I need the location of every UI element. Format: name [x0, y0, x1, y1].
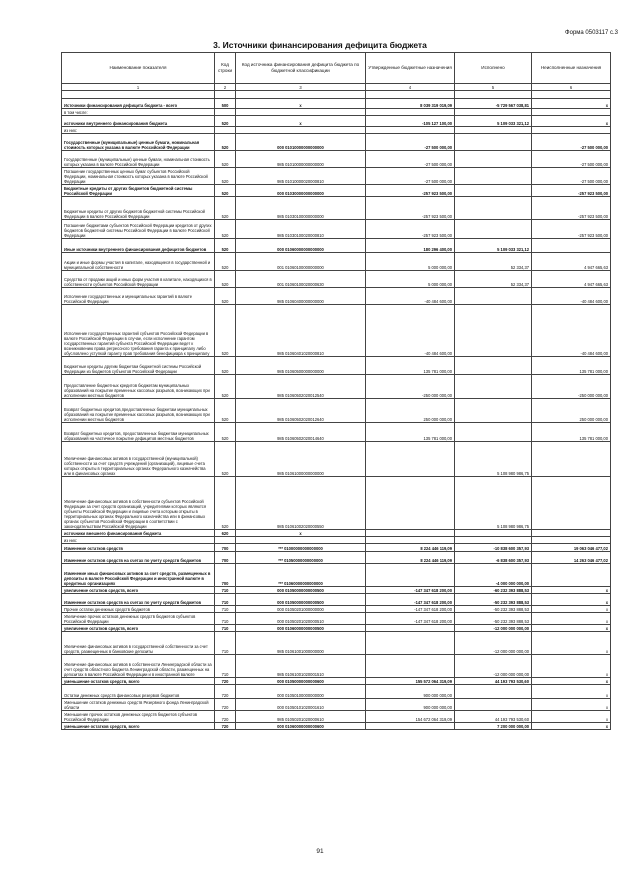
row-source-code: 985 01050201020000610: [236, 711, 366, 723]
row-code: 710: [215, 587, 236, 594]
row-code: 520: [215, 305, 236, 357]
row-name: Увеличение прочих остатков денежных средств бюджетов субъектов Российской Федерации: [62, 613, 215, 625]
row-executed: -50 232 393 888,53: [455, 613, 532, 625]
row-approved: -147 347 618 200,00: [366, 606, 455, 613]
row-unexecuted: -257 923 500,00: [532, 220, 611, 239]
row-executed: [455, 375, 532, 399]
row-name: Бюджетные кредиты другим бюджетам бюджетной системы Российской Федерации из бюджетов субъектов Российской Федерации: [62, 357, 215, 375]
row-code: 520: [215, 288, 236, 305]
row-executed: [455, 685, 532, 699]
row-executed: -50 232 393 888,53: [455, 594, 532, 606]
row-unexecuted: 19 063 046 477,02: [532, 544, 611, 552]
row-approved: -250 000 000,00: [366, 375, 455, 399]
sources-table: [61, 52, 611, 730]
row-name: Бюджетные кредиты от других бюджетов бюджетной системы Российской Федерации: [62, 185, 215, 197]
row-source-code: 985 01010000000000000: [236, 151, 366, 168]
table-row: [62, 239, 611, 253]
row-source-code: 985 01061001020001510: [236, 655, 366, 678]
row-approved: [366, 632, 455, 655]
row-unexecuted: -40 484 600,00: [532, 288, 611, 305]
row-source-code: х: [236, 530, 366, 537]
row-approved: -40 484 600,00: [366, 288, 455, 305]
row-approved: 180 296 400,00: [366, 239, 455, 253]
row-name: Уменьшение остатков денежных средств Резервного фонда Ленинградской области: [62, 699, 215, 711]
row-approved: [366, 564, 455, 587]
row-source-code: 000 01060000000000500: [236, 625, 366, 632]
column-number: 1: [62, 84, 215, 91]
row-code: 700: [215, 544, 236, 552]
row-unexecuted: х: [532, 594, 611, 606]
row-approved: -27 500 000,00: [366, 168, 455, 185]
table-row: [62, 564, 611, 587]
row-unexecuted: -40 484 600,00: [532, 305, 611, 357]
row-approved: -147 347 618 200,00: [366, 594, 455, 606]
row-name: уменьшение остатков средств, всего: [62, 678, 215, 685]
row-code: 520: [215, 357, 236, 375]
column-header: Неисполненные назначения: [532, 53, 611, 84]
row-name: уменьшение остатков средств, всего: [62, 723, 215, 730]
row-unexecuted: х: [532, 606, 611, 613]
row-name: Увеличение финансовых активов в государственной собственности за счет средств, размещенных в банковские депозиты: [62, 632, 215, 655]
row-approved: 8 224 446 119,09: [366, 544, 455, 552]
row-source-code: 985 01061000000000000: [236, 442, 366, 477]
table-row: [62, 530, 611, 537]
table-row: [62, 271, 611, 288]
row-name: Изменение остатков средств: [62, 544, 215, 552]
row-unexecuted: -257 923 500,00: [532, 197, 611, 220]
row-unexecuted: -27 500 000,00: [532, 151, 611, 168]
row-unexecuted: х: [532, 723, 611, 730]
row-code: 710: [215, 655, 236, 678]
row-executed: 5 109 033 321,12: [455, 239, 532, 253]
row-code: 710: [215, 613, 236, 625]
row-name: Исполнение государственных гарантий субъектов Российской Федерации в валюте Российской Федерации в случае, если исполнение гарантом государственных гарантий субъекта Российской Федерации ведет к возникновению права регрессного требования гаранта к принципалу либо обусловлено уступкой гаранту прав требования бенефициара к принципалу: [62, 305, 215, 357]
column-number: 3: [236, 84, 366, 91]
row-code: 520: [215, 151, 236, 168]
row-source-code: х: [236, 116, 366, 127]
row-code: 520: [215, 116, 236, 127]
row-unexecuted: х: [532, 685, 611, 699]
row-unexecuted: х: [532, 625, 611, 632]
table-row: [62, 253, 611, 271]
table-row: [62, 116, 611, 127]
table-row: [62, 678, 611, 685]
row-executed: [455, 305, 532, 357]
row-unexecuted: х: [532, 699, 611, 711]
row-executed: -12 000 000 000,00: [455, 655, 532, 678]
table-row: [62, 711, 611, 723]
column-number: 5: [455, 84, 532, 91]
row-source-code: 985 01061001000000000: [236, 632, 366, 655]
table-row: [62, 544, 611, 552]
row-approved: 5 000 000,00: [366, 253, 455, 271]
table-row: [62, 606, 611, 613]
row-approved: -257 923 500,00: [366, 185, 455, 197]
row-code: 710: [215, 632, 236, 655]
row-unexecuted: х: [532, 711, 611, 723]
row-unexecuted: 135 781 000,00: [532, 423, 611, 442]
row-source-code: 000 01060000000000600: [236, 723, 366, 730]
row-name: Государственные (муниципальные) ценные бумаги, номинальная стоимость которых указана в валюте Российской Федерации: [62, 151, 215, 168]
row-executed: 44 193 793 530,60: [455, 678, 532, 685]
row-executed: [455, 220, 532, 239]
row-approved: -147 347 618 200,00: [366, 587, 455, 594]
row-executed: [455, 134, 532, 151]
row-unexecuted: 135 781 000,00: [532, 357, 611, 375]
row-executed: [455, 530, 532, 537]
row-unexecuted: [532, 239, 611, 253]
row-unexecuted: -257 923 500,00: [532, 185, 611, 197]
table-row: [62, 613, 611, 625]
row-source-code: 985 01060502020012540: [236, 375, 366, 399]
row-name: Предоставление бюджетных кредитов бюджетам муниципальных образований на покрытие временных кассовых разрывов, возникающих при исполнении местных бюджетов: [62, 375, 215, 399]
spacer-row: [62, 91, 611, 99]
row-code: 710: [215, 594, 236, 606]
row-unexecuted: 250 000 000,00: [532, 399, 611, 423]
row-name: Прочие остатки денежных средств бюджетов: [62, 606, 215, 613]
row-source-code: [236, 127, 366, 134]
row-executed: [455, 185, 532, 197]
row-source-code: 000 01050000000000500: [236, 587, 366, 594]
row-approved: [366, 530, 455, 537]
row-code: [215, 537, 236, 544]
row-source-code: 985 01030100000000000: [236, 197, 366, 220]
row-unexecuted: 4 947 665,63: [532, 253, 611, 271]
table-row: [62, 685, 611, 699]
table-row: [62, 594, 611, 606]
row-unexecuted: [532, 127, 611, 134]
row-approved: 900 000 000,00: [366, 699, 455, 711]
table-row: [62, 587, 611, 594]
column-header: Исполнено: [455, 53, 532, 84]
row-approved: 250 000 000,00: [366, 399, 455, 423]
row-unexecuted: х: [532, 613, 611, 625]
row-name: Погашение бюджетами субъектов Российской Федерации кредитов от других бюджетов бюджетной системы Российской Федерации в валюте Российской Федерации: [62, 220, 215, 239]
row-name: Погашение государственных ценных бумаг субъектов Российской Федерации, номинальная стоимость которых указана в валюте Российской Федерации: [62, 168, 215, 185]
table-row: [62, 109, 611, 116]
column-number: 6: [532, 84, 611, 91]
row-source-code: 001 01060100020000630: [236, 271, 366, 288]
row-code: 520: [215, 168, 236, 185]
row-source-code: 985 01061002020000550: [236, 477, 366, 530]
table-row: [62, 399, 611, 423]
row-name: Увеличение финансовых активов в государственной (муниципальной) собственности за счет средств учреждений (организаций), лицевые счета которых открыты в территориальных органах Федерального казначейства или в финансовых органах: [62, 442, 215, 477]
row-source-code: 000 01060000000000000: [236, 239, 366, 253]
row-source-code: *** 01050000000000000: [236, 552, 366, 564]
row-name: Бюджетные кредиты от других бюджетов бюджетной системы Российской Федерации в валюте Российской Федерации: [62, 197, 215, 220]
row-code: 520: [215, 197, 236, 220]
table-row: [62, 357, 611, 375]
row-name: Акции и иные формы участия в капитале, находящиеся в государственной и муниципальной собственности: [62, 253, 215, 271]
table-body: [62, 99, 611, 730]
row-name: Изменение остатков средств на счетах по учету средств бюджетов: [62, 594, 215, 606]
row-executed: 52 334,37: [455, 253, 532, 271]
row-executed: 5 109 033 321,12: [455, 116, 532, 127]
row-source-code: 000 01010000000000000: [236, 134, 366, 151]
row-approved: -40 484 600,00: [366, 305, 455, 357]
row-code: 520: [215, 134, 236, 151]
row-approved: [366, 442, 455, 477]
table-row: [62, 305, 611, 357]
row-unexecuted: -250 000 000,00: [532, 375, 611, 399]
row-executed: 44 193 793 530,60: [455, 711, 532, 723]
row-approved: [366, 655, 455, 678]
row-source-code: 000 01050201000000000: [236, 606, 366, 613]
row-approved: [366, 127, 455, 134]
row-source-code: 000 01050101020001610: [236, 699, 366, 711]
table-row: [62, 552, 611, 564]
row-approved: -105 127 100,00: [366, 116, 455, 127]
row-executed: 5 108 980 986,75: [455, 477, 532, 530]
row-approved: 135 781 000,00: [366, 357, 455, 375]
row-executed: [455, 168, 532, 185]
row-executed: 5 108 980 986,75: [455, 442, 532, 477]
row-code: [215, 109, 236, 116]
row-name: Изменение иных финансовых активов за счет средств, размещенных в депозиты в валюте Российской Федерации и иностранной валюте в кредитных организациях: [62, 564, 215, 587]
row-code: 720: [215, 723, 236, 730]
form-code: Форма 0503117 с.3: [565, 30, 618, 36]
table-row: [62, 168, 611, 185]
row-executed: 52 334,37: [455, 271, 532, 288]
row-source-code: 985 01010000020000810: [236, 168, 366, 185]
row-name: увеличение остатков средств, всего: [62, 625, 215, 632]
row-executed: [455, 537, 532, 544]
row-source-code: 000 01050100000000000: [236, 685, 366, 699]
row-unexecuted: [532, 564, 611, 587]
row-name: Увеличение финансовых активов в собственности Ленинградской области за счет средств областного бюджета Ленинградской области, размещенных на депозитах в валюте Российской Федерации и в иностранной валюте: [62, 655, 215, 678]
row-approved: [366, 477, 455, 530]
row-unexecuted: 4 947 665,63: [532, 271, 611, 288]
row-unexecuted: х: [532, 655, 611, 678]
row-code: 700: [215, 552, 236, 564]
column-header: Код строки: [215, 53, 236, 84]
table-row: [62, 699, 611, 711]
row-code: 520: [215, 375, 236, 399]
row-code: 520: [215, 220, 236, 239]
row-executed: [455, 357, 532, 375]
table-row: [62, 655, 611, 678]
row-name: Средства от продажи акций и иных форм участия в капитале, находящихся в собственности субъектов Российской Федерации: [62, 271, 215, 288]
row-name: Источники финансирования дефицита бюджета - всего: [62, 99, 215, 109]
column-number-row: [62, 84, 611, 91]
row-approved: 135 781 000,00: [366, 423, 455, 442]
row-executed: -12 000 000 000,00: [455, 625, 532, 632]
row-source-code: *** 01000000000000000: [236, 544, 366, 552]
row-approved: -147 347 618 200,00: [366, 613, 455, 625]
column-header: Наименование показателя: [62, 53, 215, 84]
row-approved: 8 224 446 119,09: [366, 552, 455, 564]
table-row: [62, 134, 611, 151]
row-unexecuted: х: [532, 99, 611, 109]
row-executed: [455, 288, 532, 305]
row-unexecuted: [532, 530, 611, 537]
row-name: из них:: [62, 537, 215, 544]
row-name: Остатки денежных средств финансовых резервов бюджетов: [62, 685, 215, 699]
row-approved: 5 000 000,00: [366, 271, 455, 288]
row-unexecuted: [532, 537, 611, 544]
row-executed: -10 838 600 357,93: [455, 544, 532, 552]
row-source-code: 985 01060400000000000: [236, 288, 366, 305]
row-approved: 155 572 064 319,09: [366, 678, 455, 685]
table-row: [62, 151, 611, 168]
row-code: [215, 127, 236, 134]
table-row: [62, 625, 611, 632]
table-row: [62, 442, 611, 477]
column-header: Код источника финансирования дефицита бюджета по бюджетной классификации: [236, 53, 366, 84]
row-code: 520: [215, 185, 236, 197]
page-title: 3. Источники финансирования дефицита бюджета: [213, 40, 427, 50]
row-approved: [366, 625, 455, 632]
row-unexecuted: -27 500 000,00: [532, 168, 611, 185]
row-executed: [455, 109, 532, 116]
row-source-code: х: [236, 99, 366, 109]
row-name: источники внешнего финансирования бюджета: [62, 530, 215, 537]
page-number: 91: [316, 848, 324, 855]
row-source-code: *** 01060000000000000: [236, 564, 366, 587]
row-source-code: 000 01050201020000510: [236, 613, 366, 625]
table-header-row: [62, 53, 611, 84]
table-row: [62, 477, 611, 530]
row-unexecuted: х: [532, 632, 611, 655]
row-name: Исполнение государственных и муниципальных гарантий в валюте Российской Федерации: [62, 288, 215, 305]
row-unexecuted: 14 263 046 477,02: [532, 552, 611, 564]
row-executed: [455, 127, 532, 134]
table-row: [62, 537, 611, 544]
row-code: 520: [215, 477, 236, 530]
row-executed: [455, 699, 532, 711]
table-row: [62, 632, 611, 655]
table-row: [62, 375, 611, 399]
row-name: из них:: [62, 127, 215, 134]
row-unexecuted: [532, 477, 611, 530]
row-unexecuted: х: [532, 587, 611, 594]
row-name: Возврат бюджетных кредитов, предоставленных бюджетам муниципальных образований на частичное покрытие дефицитов местных бюджетов: [62, 423, 215, 442]
row-executed: [455, 399, 532, 423]
row-name: Государственные (муниципальные) ценные бумаги, номинальная стоимость которых указана в валюте Российской Федерации: [62, 134, 215, 151]
row-source-code: 985 01060502020012640: [236, 399, 366, 423]
table-row: [62, 423, 611, 442]
row-code: 520: [215, 399, 236, 423]
row-name: в том числе:: [62, 109, 215, 116]
table-row: [62, 220, 611, 239]
table-row: [62, 99, 611, 109]
row-code: 710: [215, 625, 236, 632]
row-code: 520: [215, 239, 236, 253]
row-approved: -27 500 000,00: [366, 134, 455, 151]
row-executed: -60 232 393 888,53: [455, 587, 532, 594]
row-approved: -257 923 500,00: [366, 220, 455, 239]
row-approved: 900 000 000,00: [366, 685, 455, 699]
row-executed: -5 729 567 038,81: [455, 99, 532, 109]
row-executed: -4 000 000 000,00: [455, 564, 532, 587]
row-unexecuted: х: [532, 116, 611, 127]
row-source-code: 985 01060500000000000: [236, 357, 366, 375]
row-approved: 8 039 319 019,09: [366, 99, 455, 109]
row-name: Изменение остатков средств на счетах по учету средств бюджетов: [62, 552, 215, 564]
row-code: 520: [215, 253, 236, 271]
row-name: Иные источники внутреннего финансирования дефицитов бюджетов: [62, 239, 215, 253]
row-source-code: 985 01030100020000810: [236, 220, 366, 239]
row-executed: -12 000 000 000,00: [455, 632, 532, 655]
row-approved: -27 500 000,00: [366, 151, 455, 168]
row-name: Возврат бюджетных кредитов,предоставленных бюджетам муниципальных образований на покрытие временных кассовых разрывов, возникающих при исполнении местных бюджетов: [62, 399, 215, 423]
row-code: 520: [215, 442, 236, 477]
row-approved: [366, 723, 455, 730]
column-number: 4: [366, 84, 455, 91]
table-row: [62, 723, 611, 730]
table-row: [62, 197, 611, 220]
column-header: Утвержденные бюджетные назначения: [366, 53, 455, 84]
row-approved: -257 923 500,00: [366, 197, 455, 220]
row-executed: -50 232 393 888,53: [455, 606, 532, 613]
row-approved: 154 672 064 319,09: [366, 711, 455, 723]
row-source-code: [236, 537, 366, 544]
row-code: 700: [215, 564, 236, 587]
row-code: 500: [215, 99, 236, 109]
row-source-code: 985 01060401020000810: [236, 305, 366, 357]
row-unexecuted: х: [532, 678, 611, 685]
row-source-code: 001 01060100000000000: [236, 253, 366, 271]
row-code: 520: [215, 271, 236, 288]
row-approved: [366, 537, 455, 544]
table-row: [62, 185, 611, 197]
row-code: 620: [215, 530, 236, 537]
row-executed: [455, 197, 532, 220]
row-source-code: 985 01060502020014640: [236, 423, 366, 442]
table-row: [62, 288, 611, 305]
row-code: 720: [215, 699, 236, 711]
row-code: 720: [215, 711, 236, 723]
row-source-code: [236, 109, 366, 116]
row-executed: 7 200 000 000,00: [455, 723, 532, 730]
row-code: 520: [215, 423, 236, 442]
row-source-code: 000 01050000000000500: [236, 594, 366, 606]
row-executed: -6 838 600 357,93: [455, 552, 532, 564]
row-name: Уменьшение прочих остатков денежных средств бюджетов субъектов Российской Федерации: [62, 711, 215, 723]
table-row: [62, 127, 611, 134]
row-name: источники внутреннего финансирования бюджета: [62, 116, 215, 127]
column-number: 2: [215, 84, 236, 91]
row-code: 720: [215, 685, 236, 699]
row-source-code: 000 01050000000000600: [236, 678, 366, 685]
row-name: увеличение остатков средств, всего: [62, 587, 215, 594]
row-unexecuted: [532, 109, 611, 116]
row-code: 710: [215, 606, 236, 613]
row-unexecuted: -27 500 000,00: [532, 134, 611, 151]
row-executed: [455, 151, 532, 168]
row-unexecuted: [532, 442, 611, 477]
row-code: 720: [215, 678, 236, 685]
row-approved: [366, 109, 455, 116]
row-executed: [455, 423, 532, 442]
row-name: Увеличение финансовых активов в собственности субъектов Российской Федерации за счет средств организаций, учредителями которых являются субъекты Российской Федерации и лицевые счета которым открыты в территориальных органах Федерального казначейства или в финансовых органах субъектов Российской Федерации в соответствии с законодательством Российской Федерации: [62, 477, 215, 530]
row-source-code: 000 01030000000000000: [236, 185, 366, 197]
